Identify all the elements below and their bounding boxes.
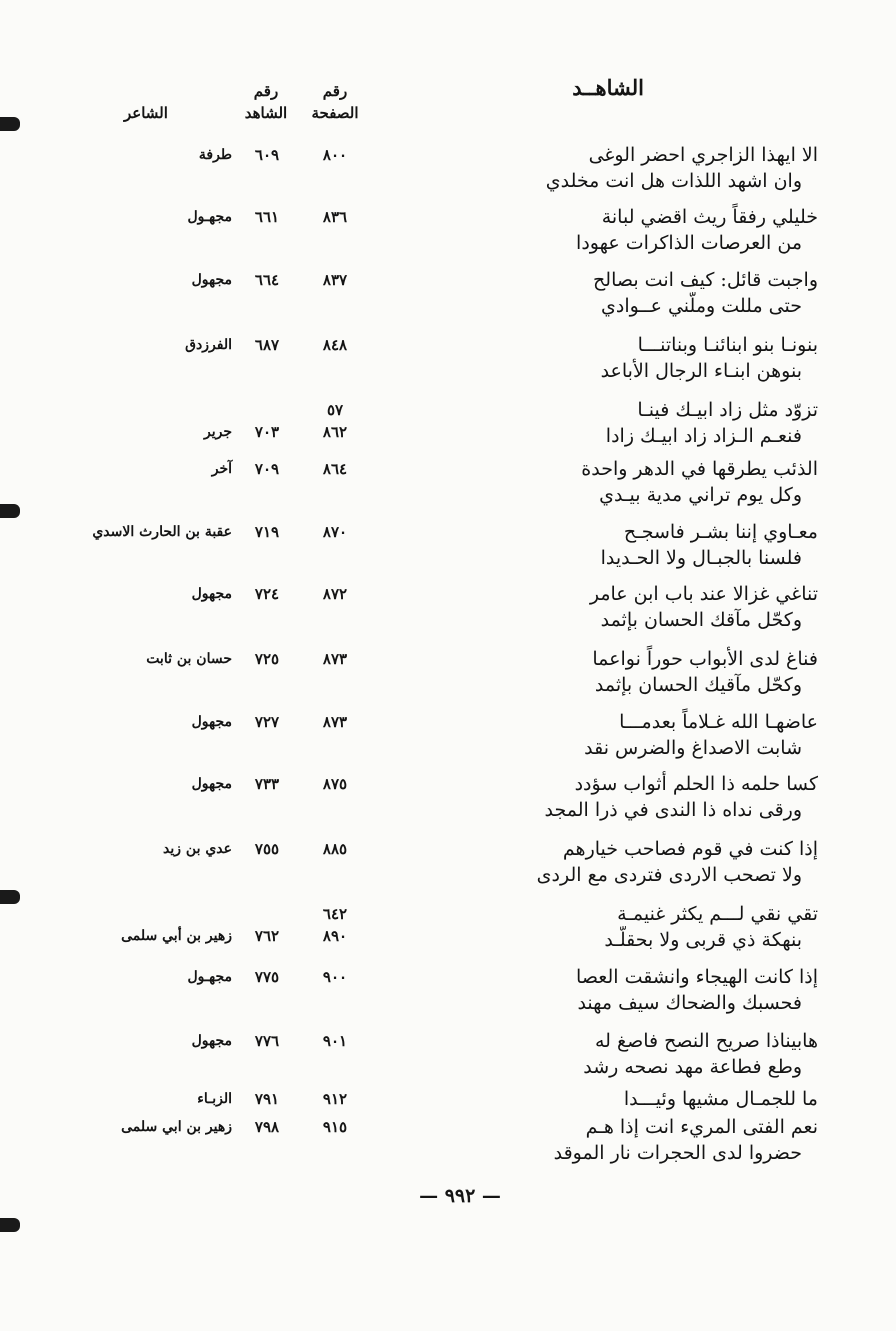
verse-number: ٦٦٤ [254, 271, 280, 289]
verse-second-hemistich: ولا تصحب الاردى فتردى مع الردى [536, 864, 802, 886]
verse-first-hemistich: تزوّد مثل زاد ابيـك فينـا [637, 399, 818, 421]
page-number: ٨٧٥ [322, 775, 348, 793]
table-row [0, 770, 896, 830]
poet-name: مجهول [191, 1033, 232, 1049]
page-number-upper: ٦٤٢ [322, 905, 348, 923]
verse-number: ٧٥٥ [254, 840, 280, 858]
verse-number: ٧٣٣ [254, 775, 280, 793]
poet-name: مجهـول [187, 209, 232, 225]
page-number: ٨٠٠ [322, 146, 348, 164]
verse-number: ٧٦٢ [254, 927, 280, 945]
page-number: ٨٦٢ [322, 423, 348, 441]
page-number: ٨٧٢ [322, 585, 348, 603]
poet-name: مجهـول [187, 969, 232, 985]
verse-first-hemistich: نعم الفتى المريء انت إذا هـم [585, 1116, 818, 1138]
verse-number: ٧٢٤ [254, 585, 280, 603]
verse-second-hemistich: شابت الاصداغ والضرس نقد [584, 737, 802, 759]
poet-name: الفرزدق [185, 337, 232, 353]
verse-second-hemistich: وكل يوم تراني مدية بيـدي [599, 484, 802, 506]
page-number-footer: — ٩٩٢ — [419, 1185, 501, 1207]
table-row [0, 645, 896, 705]
verse-second-hemistich: وكحّل مآقيك الحسان بإثمد [594, 674, 802, 696]
poet-name: زهير بن ابي سلمى [121, 1119, 232, 1135]
page-number: ٨٨٥ [322, 840, 348, 858]
verse-second-hemistich: فحسبك والضحاك سيف مهند [577, 992, 802, 1014]
poet-name: مجهول [191, 272, 232, 288]
verse-second-hemistich: وكحّل مآقك الحسان بإثمد [600, 609, 802, 631]
poet-name: مجهول [191, 586, 232, 602]
page-number-label-line2: الصفحة [311, 104, 359, 122]
verse-first-hemistich: هابيناذا صريح النصح فاصغ له [594, 1030, 818, 1052]
table-row [0, 455, 896, 515]
verse-number: ٧٧٦ [254, 1032, 280, 1050]
verse-second-hemistich: بنهكة ذي قربى ولا بحقلّـد [604, 929, 802, 951]
table-row [0, 396, 896, 456]
verse-number: ٧٢٧ [254, 713, 280, 731]
column-header-page-number [302, 80, 368, 124]
verse-first-hemistich: الذئب يطرقها في الدهر واحدة [581, 458, 818, 480]
verse-first-hemistich: تناغي غزالا عند باب ابن عامر [589, 583, 818, 605]
verse-number: ٦٦١ [254, 208, 280, 226]
page-number-label-line1: رقم [322, 82, 348, 100]
verse-first-hemistich: عاضهـا الله غـلاماً بعدمـــا [619, 711, 818, 733]
verse-first-hemistich: خليلي رفقاً ريث اقضي لبانة [601, 206, 818, 228]
verse-second-hemistich: فنعـم الـزاد زاد ابيـك زادا [605, 425, 802, 447]
table-row [0, 580, 896, 640]
table-row [0, 266, 896, 326]
verse-first-hemistich: معـاوي إننا بشـر فاسجـح [623, 521, 818, 543]
verse-number: ٧٩١ [254, 1090, 280, 1108]
verse-number: ٧٩٨ [254, 1118, 280, 1136]
table-row [0, 141, 896, 201]
table-row [0, 963, 896, 1023]
page-number: ٨٧٣ [322, 713, 348, 731]
page-number: ٩٠٠ [322, 968, 348, 986]
poet-name: عدي بن زيد [163, 841, 232, 857]
verse-number: ٧٠٩ [254, 460, 280, 478]
table-row [0, 708, 896, 768]
poet-name: طرفة [198, 147, 232, 163]
verse-first-hemistich: الا ايهذا الزاجري احضر الوغى [588, 144, 818, 166]
verse-number: ٧٧٥ [254, 968, 280, 986]
poet-name: جرير [204, 424, 232, 440]
verse-first-hemistich: تقي نقي لـــم يكثر غنيمـة [617, 903, 818, 925]
page-number: ٨٧٠ [322, 523, 348, 541]
column-header-verse-number [236, 80, 296, 124]
margin-mark [0, 117, 20, 131]
poet-name: الزبـاء [197, 1091, 232, 1107]
page-number: ٨٧٣ [322, 650, 348, 668]
table-row [0, 835, 896, 895]
verse-first-hemistich: إذا كانت الهيجاء وانشقت العصا [576, 966, 818, 988]
column-header-poet: الشاعر [124, 104, 168, 122]
table-row [0, 331, 896, 391]
verse-first-hemistich: فناغ لدى الأبواب حوراً نواعما [592, 648, 818, 670]
verse-number-label-line1: رقم [253, 82, 279, 100]
page-number: ٨٣٦ [322, 208, 348, 226]
verse-second-hemistich: وان اشهد اللذات هل انت مخلدي [545, 170, 802, 192]
page-number: ٩٠١ [322, 1032, 348, 1050]
verse-number: ٧٠٣ [254, 423, 280, 441]
verse-number: ٧١٩ [254, 523, 280, 541]
table-row [0, 1027, 896, 1087]
table-row [0, 900, 896, 960]
table-row [0, 1113, 896, 1173]
verse-first-hemistich: ما للجمـال مشيها وئيـــدا [623, 1088, 818, 1110]
poet-name: زهير بن أبي سلمى [121, 928, 232, 944]
margin-mark [0, 1218, 20, 1232]
verse-second-hemistich: ورقى نداه ذا الندى في ذرا المجد [544, 799, 802, 821]
verse-second-hemistich: فلسنا بالجبـال ولا الحـديدا [600, 547, 802, 569]
verse-first-hemistich: كسا حلمه ذا الحلم أثواب سؤدد [574, 773, 818, 795]
verse-first-hemistich: إذا كنت في قوم فصاحب خيارهم [562, 838, 818, 860]
page-number: ٨٣٧ [322, 271, 348, 289]
verse-number: ٧٢٥ [254, 650, 280, 668]
poet-name: آخر [211, 461, 232, 477]
page-number: ٩١٢ [322, 1090, 348, 1108]
verse-second-hemistich: حضروا لدى الحجرات نار الموقد [553, 1142, 802, 1164]
verse-second-hemistich: بنوهن ابنـاء الرجال الأباعد [600, 360, 802, 382]
page-number: ٨٩٠ [322, 927, 348, 945]
poet-name: مجهول [191, 776, 232, 792]
verse-first-hemistich: بنونـا بنو ابنائنـا وبناتنـــا [637, 334, 818, 356]
poet-name: حسان بن ثابت [146, 651, 232, 667]
verse-number-label-line2: الشاهد [244, 104, 288, 122]
verse-first-hemistich: واجبت قائل: كيف انت بصالح [593, 269, 818, 291]
column-title-verse: الشاهــد [572, 75, 644, 100]
table-row [0, 203, 896, 263]
table-row [0, 518, 896, 578]
page-number: ٨٤٨ [322, 336, 348, 354]
verse-number: ٦٠٩ [254, 146, 280, 164]
poet-name: عقبة بن الحارث الاسدي [92, 524, 232, 540]
verse-number: ٦٨٧ [254, 336, 280, 354]
page-number: ٨٦٤ [322, 460, 348, 478]
verse-second-hemistich: من العرصات الذاكرات عهودا [576, 232, 802, 254]
verse-second-hemistich: وطع فطاعة مهد نصحه رشد [583, 1056, 802, 1078]
verse-second-hemistich: حتى مللت وملّني عــوادي [601, 295, 802, 317]
page-number: ٩١٥ [322, 1118, 348, 1136]
page-number-upper: ٥٧ [326, 401, 344, 419]
poet-name: مجهول [191, 714, 232, 730]
